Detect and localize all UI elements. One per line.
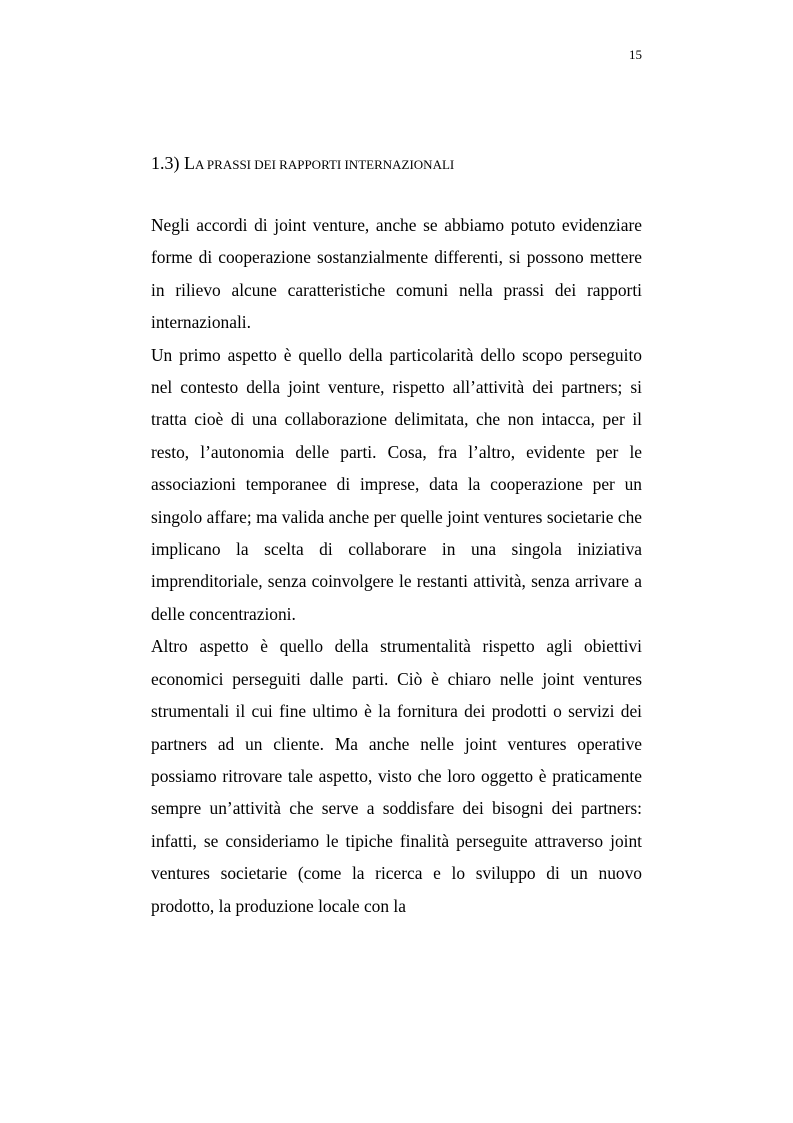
page-number: 15 xyxy=(629,47,642,62)
section-number: 1.3) xyxy=(151,153,180,173)
section-title-initial: L xyxy=(184,153,195,173)
body-text xyxy=(151,209,642,922)
paragraph-2: Un primo aspetto è quello della particolarità dello scopo perseguito nel contesto della joint venture, rispetto all’attività dei partners; si tratta cioè di una collaborazione delimitata, che non intacca, per il resto, l’autonomia delle parti. Cosa, fra l’altro, evidente per le associazioni temporanee di imprese, data la cooperazione per un singolo affare; ma valida anche per quelle joint ventures societarie che implicano la scelta di collaborare in una singola iniziativa imprenditoriale, senza coinvolgere le restanti attività, senza arrivare a delle concentrazioni. xyxy=(151,344,642,624)
paragraph-1: Negli accordi di joint venture, anche se abbiamo potuto evidenziare forme di cooperazione sostanzialmente differenti, si possono mettere in rilievo alcune caratteristiche comuni nella prassi dei rapporti internazionali. xyxy=(151,215,642,333)
section-heading xyxy=(151,152,642,176)
paragraph-3: Altro aspetto è quello della strumentalità rispetto agli obiettivi economici perseguiti dalle parti. Ciò è chiaro nelle joint ventures strumentali il cui fine ultimo è la fornitura dei prodotti o servizi dei partners ad un cliente. Ma anche nelle joint ventures operative possiamo ritrovare tale aspetto, visto che loro oggetto è praticamente sempre un’attività che serve a soddisfare dei bisogni dei partners: infatti, se consideriamo le tipiche finalità perseguite attraverso joint ventures societarie (come la ricerca e lo sviluppo di un nuovo prodotto, la produzione locale con la xyxy=(151,636,642,916)
section-title-rest: A PRASSI DEI RAPPORTI INTERNAZIONALI xyxy=(195,157,455,172)
